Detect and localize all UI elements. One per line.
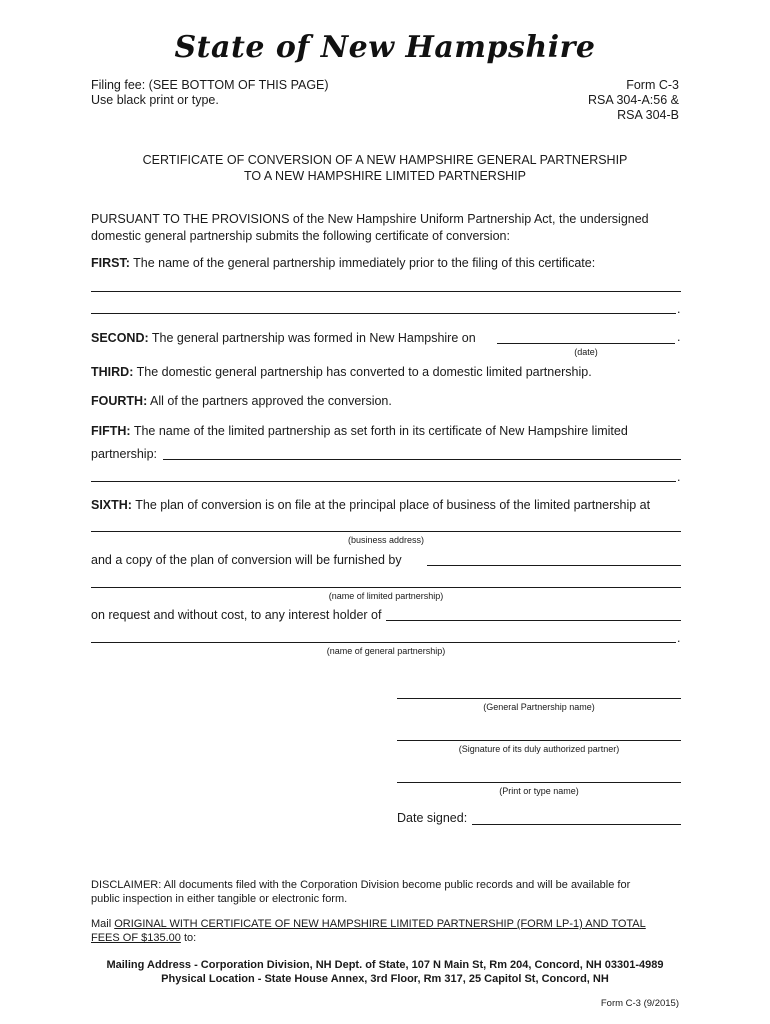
request-text: on request and without cost, to any interest holder of (91, 608, 382, 622)
print-instruction: Use black print or type. (91, 93, 219, 107)
formation-date-field[interactable] (497, 343, 675, 344)
third-label: THIRD: (91, 365, 134, 379)
fourth-clause (91, 393, 683, 410)
fourth-text: All of the partners approved the conversion. (150, 394, 392, 408)
interest-holder-field-line1[interactable] (386, 620, 681, 621)
gp-name-field-line1[interactable] (91, 291, 681, 292)
fifth-text: The name of the limited partnership as set forth in its certificate of New Hampshire limited (133, 424, 628, 438)
mail-requirements-1: ORIGINAL WITH CERTIFICATE OF NEW HAMPSHIRE LIMITED PARTNERSHIP (FORM LP-1) AND TOTAL (114, 918, 646, 930)
sixth-text: The plan of conversion is on file at the principal place of business of the limited partnership at (135, 498, 651, 512)
physical-location: Physical Location - State House Annex, 3rd Floor, Rm 317, 25 Capitol St, Concord, NH (161, 973, 609, 985)
partner-signature-caption: (Signature of its duly authorized partner) (458, 744, 620, 754)
mail-suffix: to: (180, 932, 197, 944)
mail-requirements-2: FEES OF $135.00 (91, 932, 181, 944)
filing-fee-note: Filing fee: (SEE BOTTOM OF THIS PAGE) (91, 78, 329, 92)
fifth-clause (91, 423, 683, 440)
period: . (677, 470, 681, 484)
rsa-ref-1: RSA 304-A:56 & (587, 93, 679, 107)
lp-name-field-line2[interactable] (91, 481, 676, 482)
address-block (0, 958, 770, 986)
furnished-by-field-line1[interactable] (427, 565, 681, 566)
print-name-caption: (Print or type name) (499, 786, 579, 796)
form-id: Form C-3 (626, 78, 679, 92)
partner-signature-line[interactable] (397, 740, 681, 741)
date-signed-label: Date signed: (397, 811, 468, 825)
lp-name-field-line1[interactable] (163, 459, 681, 460)
period: . (677, 302, 681, 316)
intro-line1: PURSUANT TO THE PROVISIONS of the New Hampshire Uniform Partnership Act, the undersigned (91, 212, 649, 226)
lp-name-caption: (name of limited partnership) (328, 591, 444, 601)
mailing-address: Mailing Address - Corporation Division, NH Dept. of State, 107 N Main St, Rm 204, Concord, NH 03301-4989 (106, 959, 664, 971)
period: . (677, 631, 681, 645)
date-caption: (date) (574, 347, 598, 357)
document-title-line1: CERTIFICATE OF CONVERSION OF A NEW HAMPSHIRE GENERAL PARTNERSHIP (142, 153, 628, 167)
third-text: The domestic general partnership has converted to a domestic limited partnership. (136, 365, 592, 379)
business-address-field[interactable] (91, 531, 681, 532)
form-version: Form C-3 (9/2015) (600, 998, 679, 1009)
gp-name-signature-caption: (General Partnership name) (483, 702, 595, 712)
business-address-caption: (business address) (347, 535, 425, 545)
furnished-by-field-line2[interactable] (91, 587, 681, 588)
header-right (588, 78, 679, 123)
second-label: SECOND: (91, 331, 149, 345)
state-title: State of New Hampshire (174, 30, 596, 65)
second-clause (91, 330, 683, 347)
interest-holder-field-line2[interactable] (91, 642, 676, 643)
first-text: The name of the general partnership immediately prior to the filing of this certificate: (133, 256, 596, 270)
date-signed-field[interactable] (472, 824, 681, 825)
header-left (91, 78, 329, 108)
fifth-text-cont: partnership: (91, 447, 158, 461)
fifth-label: FIFTH: (91, 424, 131, 438)
disclaimer (91, 878, 681, 906)
document-title (0, 152, 770, 184)
gp-name-signature-line[interactable] (397, 698, 681, 699)
intro-paragraph (91, 211, 683, 245)
first-label: FIRST: (91, 256, 130, 270)
third-clause (91, 364, 683, 381)
rsa-ref-2: RSA 304-B (617, 108, 679, 122)
first-clause (91, 255, 683, 272)
gp-name-field-line2[interactable] (91, 313, 676, 314)
intro-line2: domestic general partnership submits the following certificate of conversion: (91, 229, 510, 243)
print-name-line[interactable] (397, 782, 681, 783)
disclaimer-line1: DISCLAIMER: All documents filed with the Corporation Division become public records and will be available for (91, 879, 631, 891)
sixth-clause (91, 497, 683, 514)
furnished-by-text: and a copy of the plan of conversion will be furnished by (91, 553, 402, 567)
second-text: The general partnership was formed in New Hampshire on (151, 331, 476, 345)
period: . (677, 330, 681, 344)
disclaimer-line2: public inspection in either tangible or electronic form. (91, 893, 348, 905)
fourth-label: FOURTH: (91, 394, 148, 408)
document-title-line2: TO A NEW HAMPSHIRE LIMITED PARTNERSHIP (244, 169, 526, 183)
mail-instructions (91, 917, 681, 945)
sixth-label: SIXTH: (91, 498, 132, 512)
mail-prefix: Mail (91, 918, 115, 930)
gp-name-caption: (name of general partnership) (326, 646, 446, 656)
